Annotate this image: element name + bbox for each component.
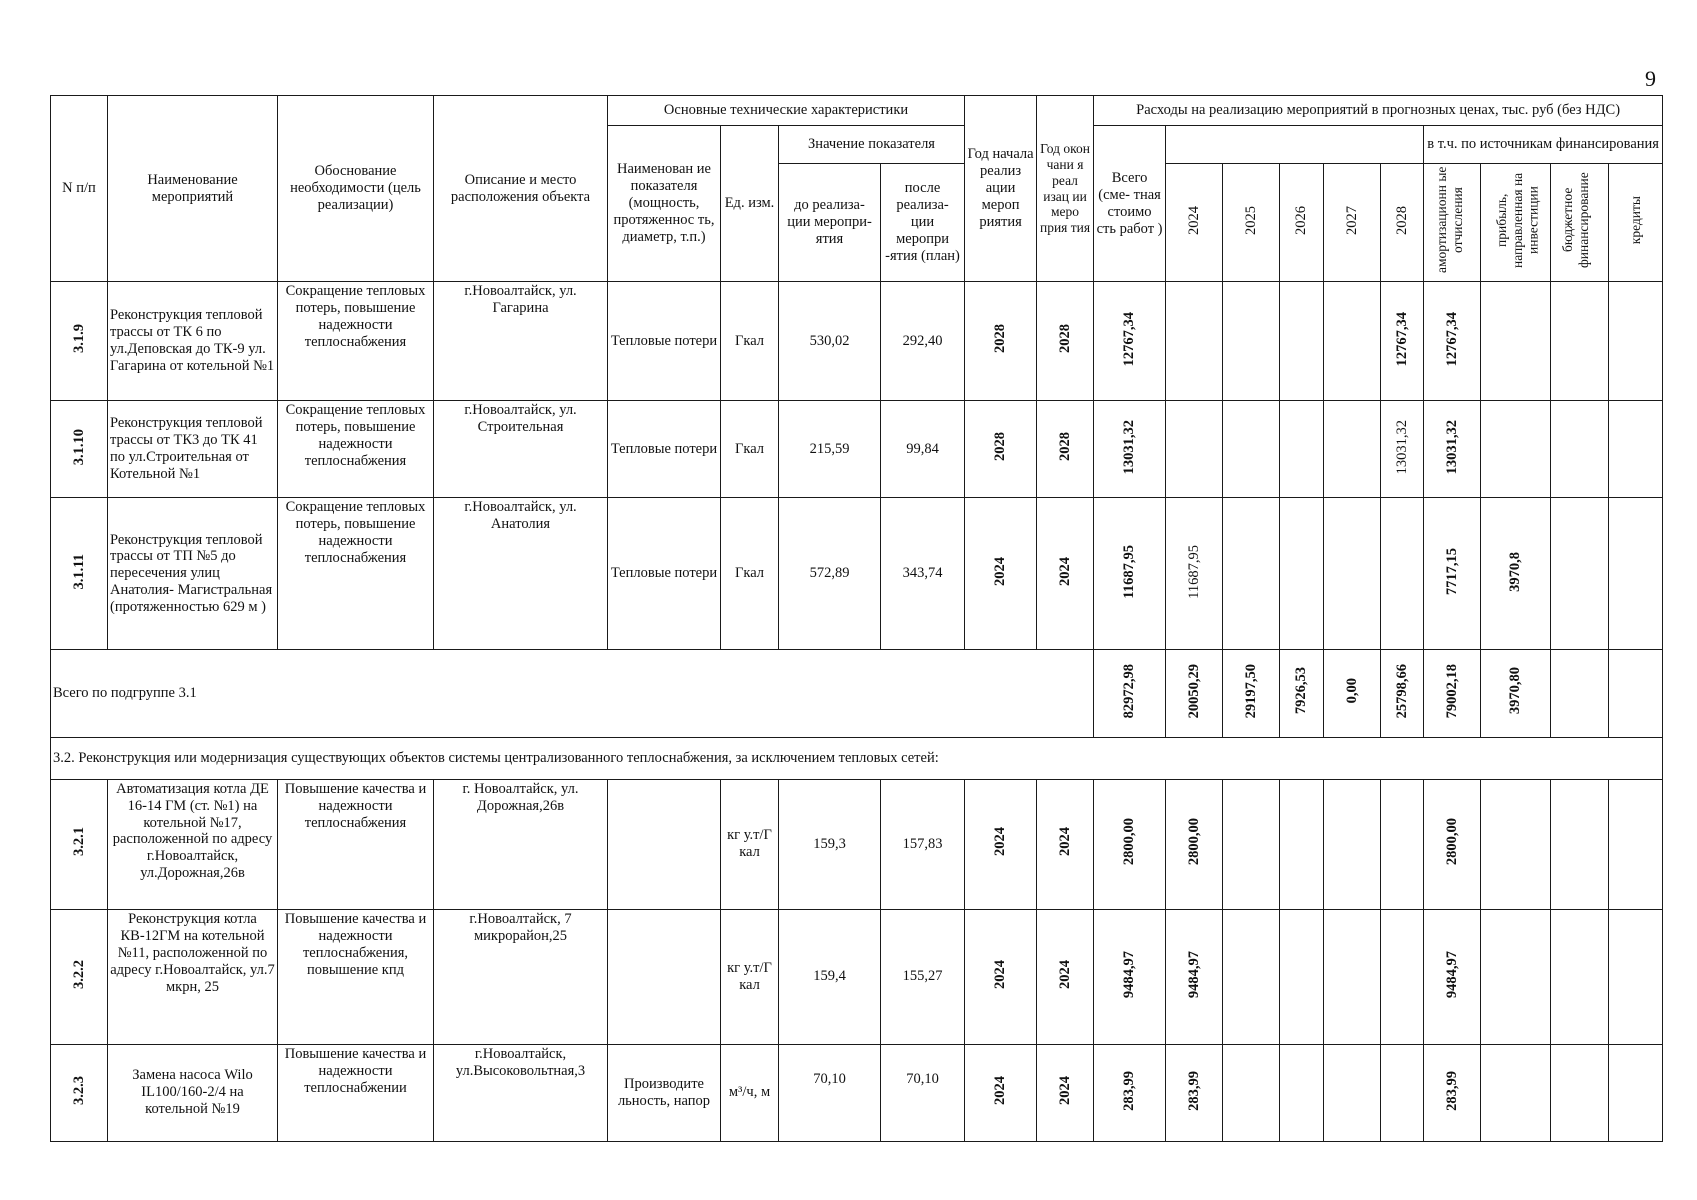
row-start-cell: [965, 779, 1037, 909]
row-n: 3.2.1: [70, 827, 87, 857]
row-indicator: Тепловые потери: [608, 282, 721, 401]
row-budget-cell: [1551, 779, 1609, 909]
row-2024: 283,99: [1185, 1070, 1202, 1111]
header-amort-cell: [1424, 164, 1481, 282]
row-indicator: Производите льность, напор: [608, 1044, 721, 1141]
row-budget-cell: [1551, 401, 1609, 498]
row-2028-cell: [1381, 282, 1424, 401]
row-n: 3.2.3: [70, 1075, 87, 1105]
row-2024-cell: [1166, 779, 1223, 909]
subtotal-profit-cell: [1481, 650, 1551, 737]
row-credits-cell: [1609, 498, 1663, 650]
row-justification: Повышение качества и надежности теплоснабжении: [278, 1044, 434, 1141]
row-2026-cell: [1280, 401, 1324, 498]
subtotal-credits-cell: [1609, 650, 1663, 737]
row-start-cell: [965, 498, 1037, 650]
row-name: Замена насоса Wilo IL100/160-2/4 на котельной №19: [108, 1044, 278, 1141]
row-name: Реконструкция котла КВ-12ГМ на котельной №11, расположенной по адресу г.Новоалтайск, ул.7 мкрн, 25: [108, 909, 278, 1044]
row-2025-cell: [1223, 282, 1280, 401]
row-2024: 2800,00: [1185, 818, 1202, 866]
row-unit: кг у.т/Г кал: [721, 909, 779, 1044]
header-credits: кредиты: [1627, 196, 1643, 245]
row-amort: 2800,00: [1443, 818, 1460, 866]
row-after: 99,84: [881, 401, 965, 498]
header-profit: прибыль, направленная на инвестиции: [1493, 172, 1541, 268]
header-2024-cell: [1166, 164, 1223, 282]
row-2028-cell: [1381, 498, 1424, 650]
row-after: 343,74: [881, 498, 965, 650]
row-total-cell: [1094, 282, 1166, 401]
row-end-cell: [1037, 779, 1094, 909]
row-start-cell: [965, 401, 1037, 498]
row-profit-cell: [1481, 909, 1551, 1044]
row-end: 2028: [1056, 324, 1073, 354]
row-description: г.Новоалтайск, ул.Высоковольтная,3: [434, 1044, 608, 1141]
row-description: г.Новоалтайск, 7 микрорайон,25: [434, 909, 608, 1044]
row-2026-cell: [1280, 498, 1324, 650]
header-name: Наименование мероприятий: [108, 96, 278, 282]
row-start: 2024: [992, 1075, 1009, 1105]
row-justification: Сокращение тепловых потерь, повышение надежности теплоснабжения: [278, 401, 434, 498]
row-end-cell: [1037, 498, 1094, 650]
row-total-cell: [1094, 401, 1166, 498]
header-credits-cell: [1609, 164, 1663, 282]
row-total-cell: [1094, 909, 1166, 1044]
row-2027-cell: [1324, 401, 1381, 498]
row-start: 2024: [992, 959, 1009, 989]
row-2024-cell: [1166, 909, 1223, 1044]
header-unit: Ед. изм.: [721, 126, 779, 282]
row-indicator: [608, 909, 721, 1044]
row-start: 2028: [992, 324, 1009, 354]
header-costs: Расходы на реализацию мероприятий в прогнозных ценах, тыс. руб (без НДС): [1094, 96, 1663, 126]
row-amort-cell: [1424, 779, 1481, 909]
row-profit-cell: [1481, 779, 1551, 909]
row-n-cell: [51, 498, 108, 650]
row-unit: Гкал: [721, 282, 779, 401]
header-before: до реализа- ции меропри- ятия: [779, 164, 881, 282]
subtotal-2025: 29197,50: [1242, 663, 1259, 719]
row-n: 3.1.10: [70, 428, 87, 465]
row-unit: кг у.т/Г кал: [721, 779, 779, 909]
row-2028-cell: [1381, 779, 1424, 909]
investment-table: [50, 95, 1663, 1142]
row-name: Реконструкция тепловой трассы от ТП №5 до пересечения улиц Анатолия- Магистральная (протяженностью 629 м ): [108, 498, 278, 650]
header-end: Год окон чани я реал изац ии меро прия тия: [1037, 96, 1094, 282]
row-2028: 12767,34: [1393, 311, 1410, 366]
row-2025-cell: [1223, 909, 1280, 1044]
header-amort: амортизационн ые отчисления: [1434, 166, 1465, 274]
row-n-cell: [51, 909, 108, 1044]
row-name: Реконструкция тепловой трассы от ТК3 до ТК 41 по ул.Строительная от Котельной №1: [108, 401, 278, 498]
row-credits-cell: [1609, 401, 1663, 498]
header-indicator-name: Наименован ие показателя (мощность, протяженнос ть, диаметр, т.п.): [608, 126, 721, 282]
header-profit-cell: [1481, 164, 1551, 282]
subtotal-amort: 79002,18: [1443, 663, 1460, 719]
header-2026: 2026: [1293, 205, 1310, 235]
row-2024-cell: [1166, 282, 1223, 401]
table-row: [51, 909, 1663, 1044]
header-years-blank: [1166, 126, 1424, 164]
row-2025-cell: [1223, 401, 1280, 498]
subtotal-2025-cell: [1223, 650, 1280, 737]
row-2026-cell: [1280, 282, 1324, 401]
row-amort-cell: [1424, 282, 1481, 401]
row-unit: м³/ч, м: [721, 1044, 779, 1141]
row-indicator: [608, 779, 721, 909]
subtotal-label: Всего по подгруппе 3.1: [51, 650, 1094, 737]
row-2027-cell: [1324, 282, 1381, 401]
row-n: 3.1.11: [70, 553, 87, 590]
row-end: 2024: [1056, 959, 1073, 989]
row-indicator: Тепловые потери: [608, 498, 721, 650]
row-n-cell: [51, 1044, 108, 1141]
row-before: 70,10: [779, 1044, 881, 1141]
row-start-cell: [965, 909, 1037, 1044]
row-start-cell: [965, 1044, 1037, 1141]
row-end-cell: [1037, 909, 1094, 1044]
row-after: 70,10: [881, 1044, 965, 1141]
section-row: [51, 737, 1663, 779]
row-total: 12767,34: [1121, 311, 1138, 366]
row-2025-cell: [1223, 779, 1280, 909]
row-2024-cell: [1166, 401, 1223, 498]
row-2027-cell: [1324, 779, 1381, 909]
row-end-cell: [1037, 1044, 1094, 1141]
row-2026-cell: [1280, 779, 1324, 909]
row-total: 283,99: [1121, 1070, 1138, 1111]
row-end: 2024: [1056, 827, 1073, 857]
header-justification: Обоснование необходимости (цель реализации): [278, 96, 434, 282]
row-start-cell: [965, 282, 1037, 401]
row-justification: Сокращение тепловых потерь, повышение надежности теплоснабжения: [278, 498, 434, 650]
row-end-cell: [1037, 282, 1094, 401]
header-2028-cell: [1381, 164, 1424, 282]
section-title: 3.2. Реконструкция или модернизация существующих объектов системы централизованного теплоснабжения, за исключением тепловых сетей:: [51, 737, 1663, 779]
header-total: Всего (сме- тная стоимо сть работ ): [1094, 126, 1166, 282]
row-justification: Сокращение тепловых потерь, повышение надежности теплоснабжения: [278, 282, 434, 401]
row-end: 2024: [1056, 556, 1073, 586]
row-n-cell: [51, 401, 108, 498]
row-budget-cell: [1551, 909, 1609, 1044]
row-start: 2024: [992, 827, 1009, 857]
row-before: 530,02: [779, 282, 881, 401]
row-2027-cell: [1324, 909, 1381, 1044]
row-2028-cell: [1381, 401, 1424, 498]
row-total: 9484,97: [1121, 950, 1138, 998]
subtotal-total-cell: [1094, 650, 1166, 737]
header-2028: 2028: [1393, 205, 1410, 235]
row-name: Реконструкция тепловой трассы от ТК 6 по ул.Деповская до ТК-9 ул. Гагарина от котельной №1: [108, 282, 278, 401]
row-credits-cell: [1609, 1044, 1663, 1141]
row-amort-cell: [1424, 498, 1481, 650]
row-profit-cell: [1481, 401, 1551, 498]
row-justification: Повышение качества и надежности теплоснабжения, повышение кпд: [278, 909, 434, 1044]
row-2028: 13031,32: [1393, 419, 1410, 475]
row-n: 3.1.9: [70, 324, 87, 354]
row-amort: 12767,34: [1443, 311, 1460, 366]
table-row: [51, 282, 1663, 401]
table-row: [51, 779, 1663, 909]
subtotal-2026: 7926,53: [1293, 667, 1310, 715]
row-end-cell: [1037, 401, 1094, 498]
header-2027-cell: [1324, 164, 1381, 282]
subtotal-2028-cell: [1381, 650, 1424, 737]
header-value: Значение показателя: [779, 126, 965, 164]
row-indicator: Тепловые потери: [608, 401, 721, 498]
row-total: 2800,00: [1121, 818, 1138, 866]
row-budget-cell: [1551, 1044, 1609, 1141]
header-budget-cell: [1551, 164, 1609, 282]
header-by-sources: в т.ч. по источникам финансирования: [1424, 126, 1663, 164]
row-2028-cell: [1381, 1044, 1424, 1141]
row-amort-cell: [1424, 1044, 1481, 1141]
row-amort: 9484,97: [1443, 950, 1460, 998]
header-2024: 2024: [1185, 205, 1202, 235]
subtotal-2024-cell: [1166, 650, 1223, 737]
subtotal-2027-cell: [1324, 650, 1381, 737]
row-description: г.Новоалтайск, ул. Строительная: [434, 401, 608, 498]
page-number: 9: [1645, 66, 1656, 91]
row-end: 2028: [1056, 432, 1073, 462]
row-total-cell: [1094, 498, 1166, 650]
row-total: 13031,32: [1121, 419, 1138, 475]
row-2024-cell: [1166, 498, 1223, 650]
row-description: г.Новоалтайск, ул. Гагарина: [434, 282, 608, 401]
row-2028-cell: [1381, 909, 1424, 1044]
row-credits-cell: [1609, 282, 1663, 401]
row-2024: 11687,95: [1185, 544, 1202, 599]
row-2025-cell: [1223, 1044, 1280, 1141]
row-start: 2024: [992, 556, 1009, 586]
header-budget: бюджетное финансирование: [1559, 172, 1591, 269]
row-total-cell: [1094, 1044, 1166, 1141]
subtotal-total: 82972,98: [1121, 663, 1138, 719]
row-2026-cell: [1280, 1044, 1324, 1141]
subtotal-2027: 0,00: [1343, 678, 1360, 704]
row-amort: 283,99: [1443, 1070, 1460, 1111]
row-before: 215,59: [779, 401, 881, 498]
subtotal-amort-cell: [1424, 650, 1481, 737]
row-before: 159,3: [779, 779, 881, 909]
row-unit: Гкал: [721, 401, 779, 498]
row-name: Автоматизация котла ДЕ 16-14 ГМ (ст. №1) на котельной №17, расположенной по адресу г.Новоалтайск, ул.Дорожная,26в: [108, 779, 278, 909]
subtotal-2028: 25798,66: [1393, 663, 1410, 719]
row-description: г.Новоалтайск, ул. Анатолия: [434, 498, 608, 650]
row-justification: Повышение качества и надежности теплоснабжения: [278, 779, 434, 909]
row-budget-cell: [1551, 498, 1609, 650]
row-total-cell: [1094, 779, 1166, 909]
row-amort: 7717,15: [1443, 547, 1460, 595]
row-before: 572,89: [779, 498, 881, 650]
row-profit-cell: [1481, 1044, 1551, 1141]
row-amort-cell: [1424, 909, 1481, 1044]
row-n-cell: [51, 282, 108, 401]
row-profit-cell: [1481, 498, 1551, 650]
row-n: 3.2.2: [70, 959, 87, 989]
row-profit-cell: [1481, 282, 1551, 401]
table-row: [51, 401, 1663, 498]
header-2027: 2027: [1343, 205, 1360, 235]
row-credits-cell: [1609, 779, 1663, 909]
header-2026-cell: [1280, 164, 1324, 282]
subtotal-row: [51, 650, 1663, 737]
row-description: г. Новоалтайск, ул. Дорожная,26в: [434, 779, 608, 909]
row-2027-cell: [1324, 1044, 1381, 1141]
header-tech: Основные технические характеристики: [608, 96, 965, 126]
row-2027-cell: [1324, 498, 1381, 650]
row-after: 292,40: [881, 282, 965, 401]
row-total: 11687,95: [1121, 544, 1138, 599]
row-after: 155,27: [881, 909, 965, 1044]
header-2025-cell: [1223, 164, 1280, 282]
header-start: Год начала реализ ации мероп риятия: [965, 96, 1037, 282]
row-2026-cell: [1280, 909, 1324, 1044]
row-amort-cell: [1424, 401, 1481, 498]
row-budget-cell: [1551, 282, 1609, 401]
row-2025-cell: [1223, 498, 1280, 650]
table-row: [51, 498, 1663, 650]
subtotal-profit: 3970,80: [1507, 667, 1524, 715]
row-amort: 13031,32: [1443, 419, 1460, 475]
subtotal-2024: 20050,29: [1185, 663, 1202, 719]
row-2024-cell: [1166, 1044, 1223, 1141]
header-description: Описание и место расположения объекта: [434, 96, 608, 282]
subtotal-2026-cell: [1280, 650, 1324, 737]
header-2025: 2025: [1242, 205, 1259, 235]
header-n: N п/п: [51, 96, 108, 282]
row-end: 2024: [1056, 1075, 1073, 1105]
subtotal-budget-cell: [1551, 650, 1609, 737]
row-n-cell: [51, 779, 108, 909]
row-before: 159,4: [779, 909, 881, 1044]
row-unit: Гкал: [721, 498, 779, 650]
row-credits-cell: [1609, 909, 1663, 1044]
header-after: после реализа- ции меропри -ятия (план): [881, 164, 965, 282]
table-row: [51, 1044, 1663, 1141]
row-profit: 3970,8: [1507, 551, 1524, 592]
row-start: 2028: [992, 432, 1009, 462]
row-after: 157,83: [881, 779, 965, 909]
row-2024: 9484,97: [1185, 950, 1202, 998]
